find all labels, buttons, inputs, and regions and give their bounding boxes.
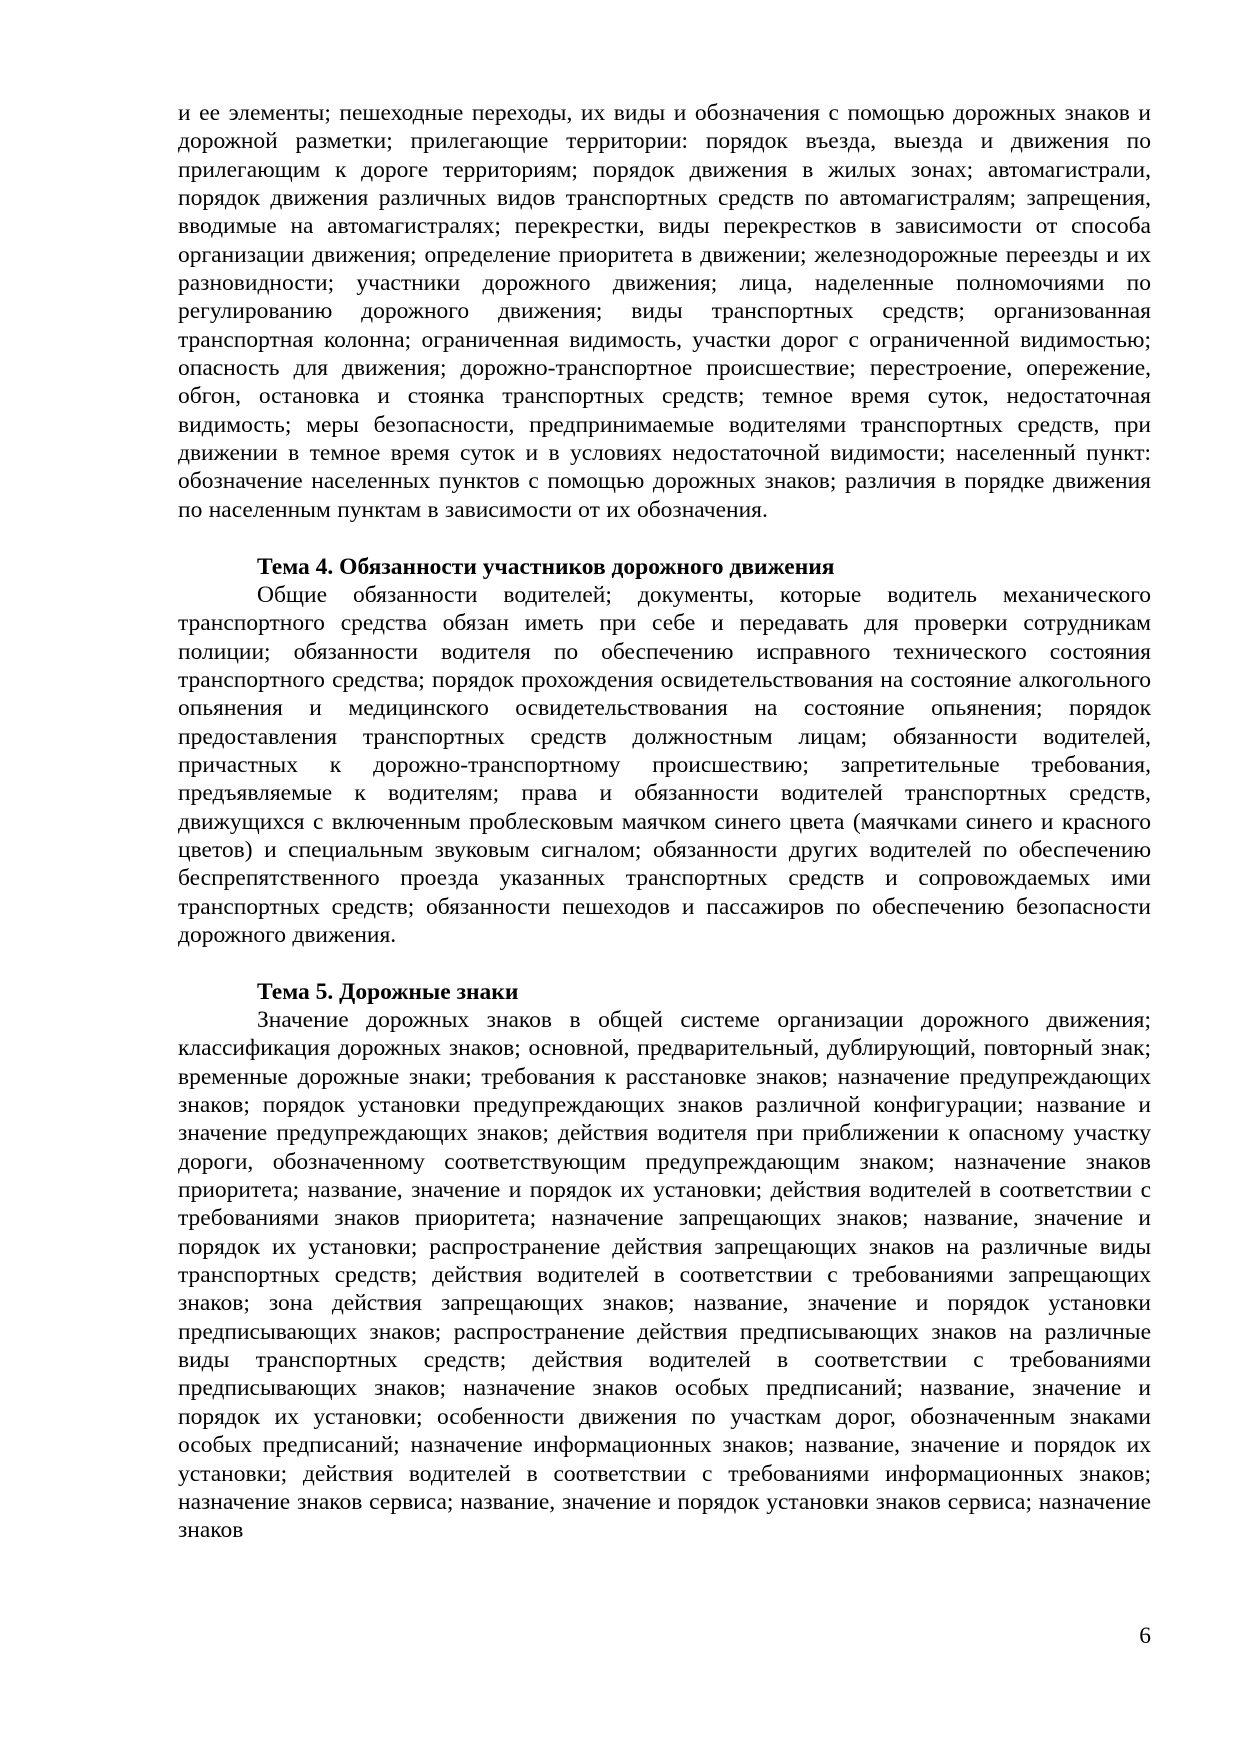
heading-tema-4: Тема 4. Обязанности участников дорожного движения [257, 553, 835, 580]
page-number: 6 [1139, 1623, 1151, 1649]
heading-tema-5: Тема 5. Дорожные знаки [257, 978, 519, 1005]
paragraph-road-elements-continuation: и ее элементы; пешеходные переходы, их виды и обозначения с помощью дорожных знаков и дорожной разметки; прилегающие территории: порядок въезда, выезда и движения по прилегающим к дороге территориям; порядок движения в жилых зонах; автомагистрали, порядок движения различных видов транспортных средств по автомагистралям; запрещения, вводимые на автомагистралях; перекрестки, виды перекрестков в зависимости от способа организации движения; определение приоритета в движении; железнодорожные переезды и их разновидности; участники дорожного движения; лица, наделенные полномочиями по регулированию дорожного движения; виды транспортных средств; организованная транспортная колонна; ограниченная видимость, участки дорог с ограниченной видимостью; опасность для движения; дорожно-транспортное происшествие; перестроение, опережение, обгон, остановка и стоянка транспортных средств; темное время суток, недостаточная видимость; меры безопасности, предпринимаемые водителями транспортных средств, при движении в темное время суток и в условиях недостаточной видимости; населенный пункт: обозначение населенных пунктов с помощью дорожных знаков; различия в порядке движения по населенным пунктам в зависимости от их обозначения. [178, 100, 1151, 523]
paragraph-tema-4-driver-duties: Общие обязанности водителей; документы, которые водитель механического транспортного средства обязан иметь при себе и передавать для проверки сотрудникам полиции; обязанности водителя по обеспечению исправного технического состояния транспортного средства; порядок прохождения освидетельствования на состояние алкогольного опьянения и медицинского освидетельствования на состояние опьянения; порядок предоставления транспортных средств должностным лицам; обязанности водителей, причастных к дорожно-транспортному происшествию; запретительные требования, предъявляемые к водителям; права и обязанности водителей транспортных средств, движущихся с включенным проблесковым маячком синего цвета (маячками синего и красного цветов) и специальным звуковым сигналом; обязанности других водителей по обеспечению беспрепятственного проезда указанных транспортных средств и сопровождаемых ими транспортных средств; обязанности пешеходов и пассажиров по обеспечению безопасности дорожного движения. [178, 581, 1151, 948]
paragraph-tema-5-road-signs: Значение дорожных знаков в общей системе организации дорожного движения; классификация дорожных знаков; основной, предварительный, дублирующий, повторный знак; временные дорожные знаки; требования к расстановке знаков; назначение предупреждающих знаков; порядок установки предупреждающих знаков различной конфигурации; название и значение предупреждающих знаков; действия водителя при приближении к опасному участку дороги, обозначенному соответствующим предупреждающим знаком; назначение знаков приоритета; название, значение и порядок их установки; действия водителей в соответствии с требованиями знаков приоритета; назначение запрещающих знаков; название, значение и порядок их установки; распространение действия запрещающих знаков на различные виды транспортных средств; действия водителей в соответствии с требованиями запрещающих знаков; зона действия запрещающих знаков; название, значение и порядок установки предписывающих знаков; распространение действия предписывающих знаков на различные виды транспортных средств; действия водителей в соответствии с требованиями предписывающих знаков; назначение знаков особых предписаний; название, значение и порядок их установки; особенности движения по участкам дорог, обозначенным знаками особых предписаний; назначение информационных знаков; название, значение и порядок их установки; действия водителей в соответствии с требованиями информационных знаков; назначение знаков сервиса; название, значение и порядок установки знаков сервиса; назначение знаков [178, 1007, 1151, 1544]
